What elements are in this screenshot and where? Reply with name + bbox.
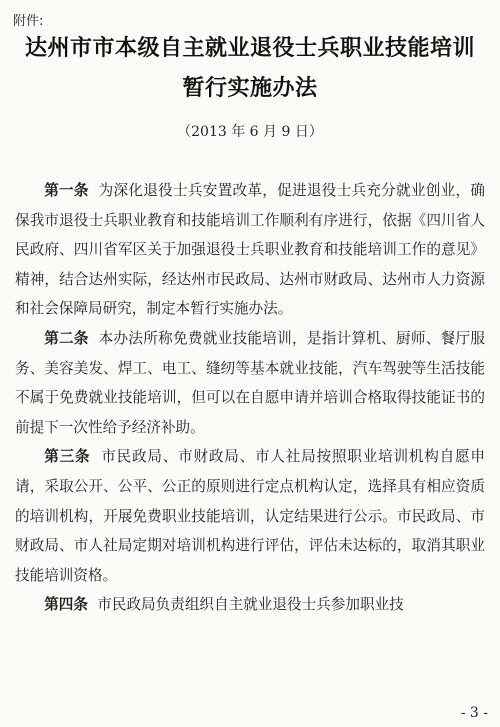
document-title-line-1: 达州市市本级自主就业退役士兵职业技能培训 [24, 36, 475, 61]
article-2 [15, 324, 485, 442]
article-2-label: 第二条 [44, 329, 89, 347]
page-number: - 3 - [460, 705, 488, 721]
document-body [15, 176, 485, 620]
document-date: （2013 年 6 月 9 日） [177, 124, 323, 140]
attachment-label: 附件: [13, 14, 44, 29]
article-4-text: 市民政局负责组织自主就业退役士兵参加职业技 [97, 596, 404, 614]
document-title-line-2: 暂行实施办法 [182, 76, 318, 101]
article-3-label: 第三条 [44, 448, 91, 466]
article-2-text: 本办法所称免费就业技能培训，是指计算机、厨师、餐厅服务、美容美发、焊工、电工、缝纫等基本就业技能，汽车驾驶等生活技能不属于免费就业技能培训，但可以在自愿申请并培训合格取得技能证书的前提下一次性给予经济补助。 [15, 329, 485, 436]
article-3-text: 市民政局、市财政局、市人社局按照职业培训机构自愿申请，采取公开、公平、公正的原则进行定点机构认定，选择具有相应资质的培训机构，开展免费职业技能培训，认定结果进行公示。市民政局、市财政局、市人社局定期对培训机构进行评估，评估未达标的，取消其职业技能培训资格。 [15, 448, 485, 584]
article-1 [15, 176, 485, 324]
article-1-label: 第一条 [44, 182, 89, 199]
article-1-text: 为深化退役士兵安置改革，促进退役士兵充分就业创业，确保我市退役士兵职业教育和技能培训工作顺利有序进行，依据《四川省人民政府、四川省军区关于加强退役士兵职业教育和技能培训工作的意见》精神，结合达州实际，经达州市民政局、达州市财政局、达州市人力资源和社会保障局研究，制定本暂行实施办法。 [15, 182, 485, 318]
article-4 [15, 590, 485, 620]
article-4-label: 第四条 [44, 596, 88, 614]
article-3 [15, 442, 485, 590]
